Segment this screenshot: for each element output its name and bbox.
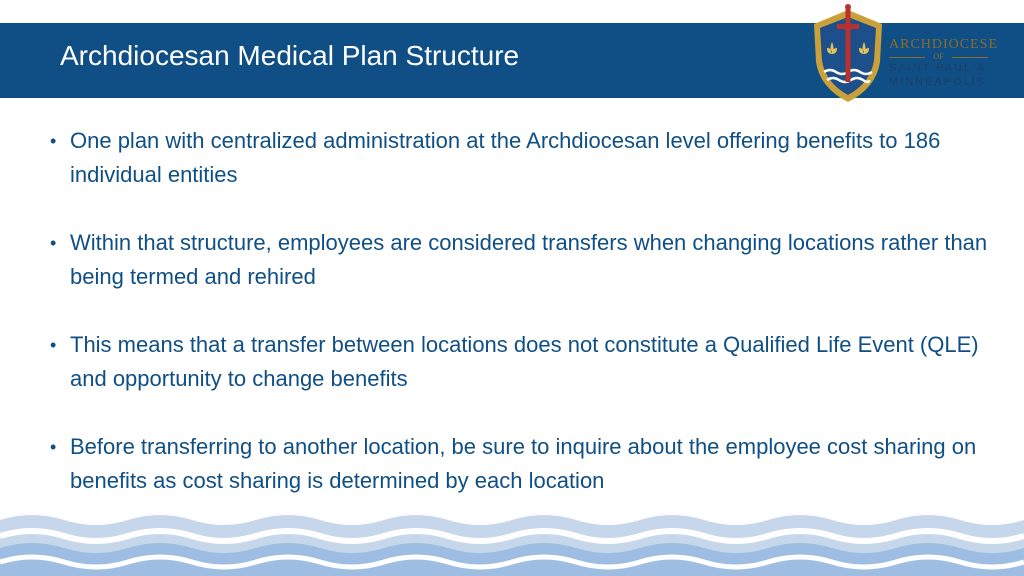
slide-title: Archdiocesan Medical Plan Structure <box>60 40 520 71</box>
bullet-marker: • <box>50 131 57 151</box>
bullet-text: Within that structure, employees are considered transfers when changing locations rather than being termed and rehired <box>70 230 988 289</box>
logo-line-archdiocese: ARCHDIOCESE <box>889 37 999 52</box>
wave-decoration <box>0 506 1024 576</box>
archdiocese-logo <box>810 4 1022 106</box>
bullet-list <box>50 124 990 532</box>
logo-line-of: OF <box>933 52 944 61</box>
bullet-item <box>50 124 990 192</box>
logo-line-saint-paul: SAINT PAUL & <box>889 62 987 74</box>
bullet-marker: • <box>50 233 57 253</box>
crest-icon <box>810 4 886 106</box>
bullet-text: Before transferring to another location, be sure to inquire about the employee cost sharing on benefits as cost sharing is determined by each location <box>70 434 977 493</box>
bullet-text: This means that a transfer between locations does not constitute a Qualified Life Event (QLE) and opportunity to change benefits <box>70 332 979 391</box>
bullet-marker: • <box>50 437 57 457</box>
bullet-item <box>50 430 990 498</box>
bullet-text: One plan with centralized administration at the Archdiocesan level offering benefits to 186 individual entities <box>70 128 941 187</box>
logo-rule-right <box>952 57 988 58</box>
logo-line-minneapolis: MINNEAPOLIS <box>889 76 987 88</box>
bullet-item <box>50 328 990 396</box>
bullet-item <box>50 226 990 294</box>
bullet-marker: • <box>50 335 57 355</box>
